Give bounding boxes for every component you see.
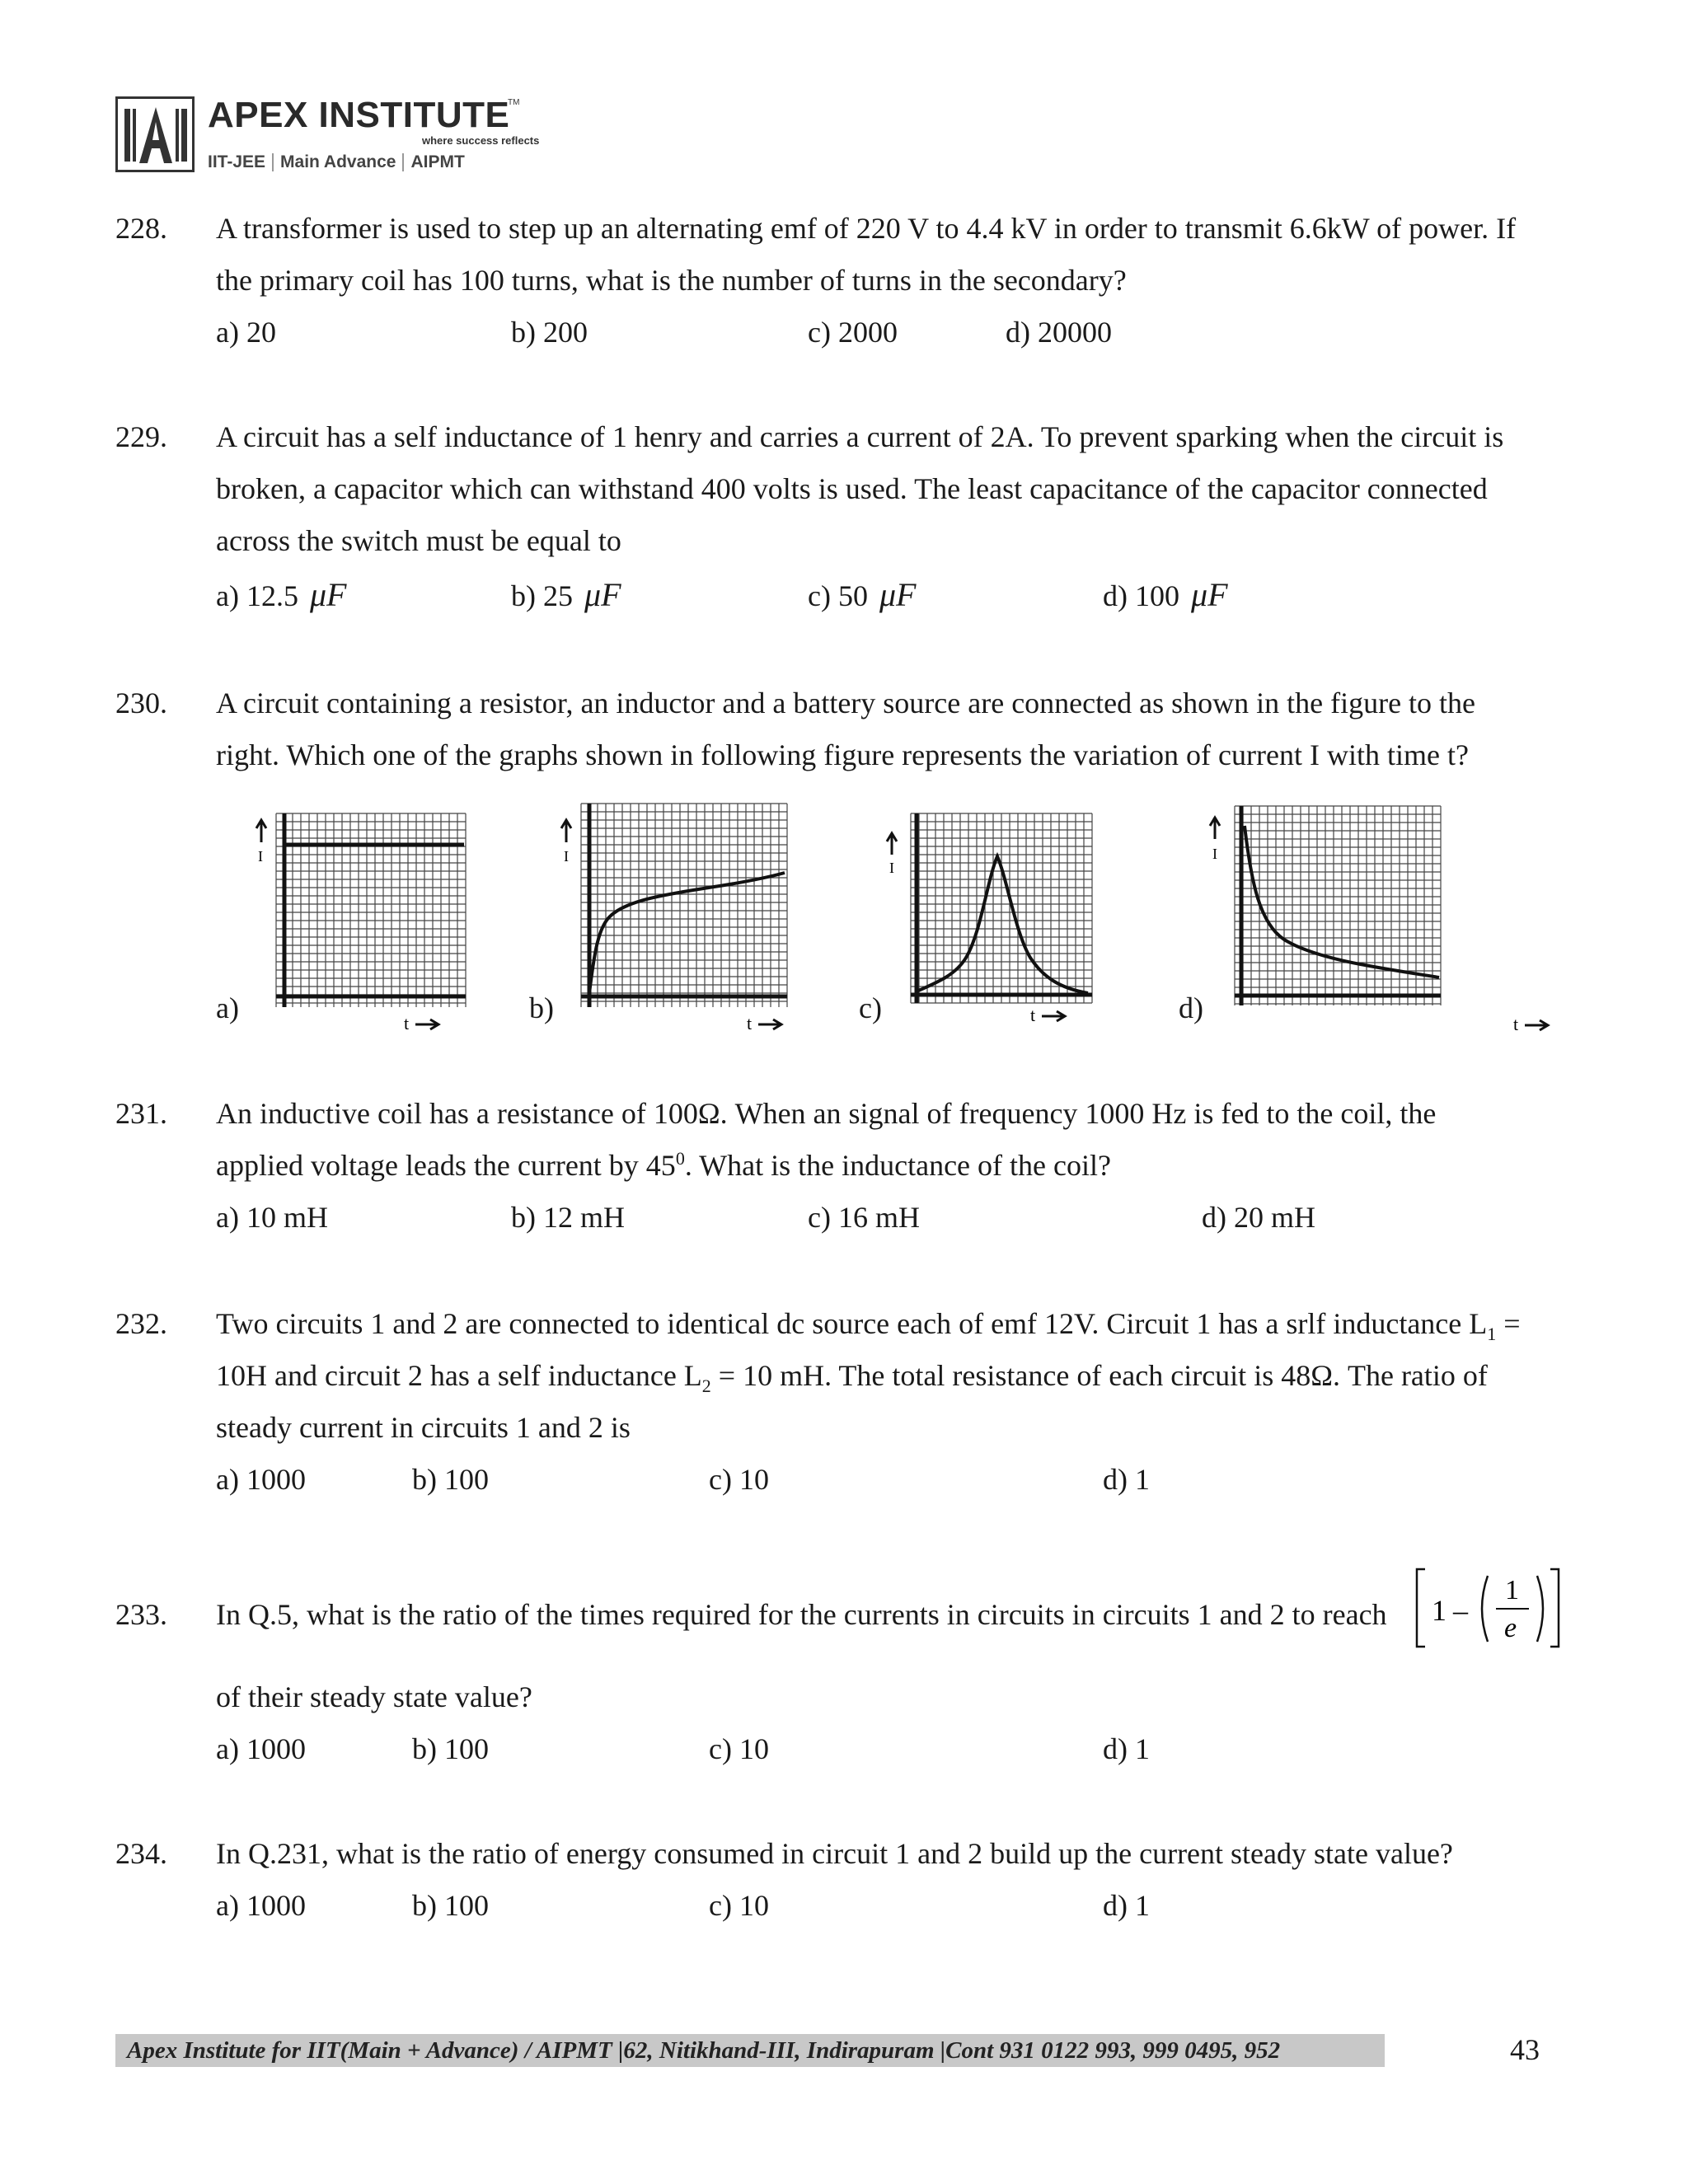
option-a: a) 1000 xyxy=(216,1889,306,1922)
text-segment: . The ratio of xyxy=(1332,1359,1488,1392)
option-a: a) 1000 xyxy=(216,1732,306,1765)
graph-label-a: a) xyxy=(216,991,239,1024)
option-b: b) 100 xyxy=(412,1732,489,1765)
option-b: b) 100 xyxy=(412,1889,489,1922)
text-segment: . When an signal of frequency 1000 Hz is fed to the coil, the xyxy=(720,1097,1437,1130)
course-list xyxy=(208,152,465,172)
option-d xyxy=(1103,575,1228,614)
question-text xyxy=(216,1358,1488,1397)
text-segment: 10H and circuit 2 has a self inductance L xyxy=(216,1359,702,1392)
option-d: d) 20 mH xyxy=(1202,1201,1315,1234)
graph-label-d: d) xyxy=(1179,991,1203,1024)
x-arrow-icon xyxy=(1042,1011,1065,1021)
question-number: 231. xyxy=(115,1097,167,1130)
question-number: 230. xyxy=(115,687,167,719)
fraction-numerator: 1 xyxy=(1505,1575,1519,1605)
option-c: c) 2000 xyxy=(808,316,898,349)
option-value: b) 25 xyxy=(511,579,573,612)
option-value: d) 100 xyxy=(1103,579,1179,612)
y-axis-label: I xyxy=(258,848,263,865)
ohm-symbol: Ω xyxy=(697,1097,720,1130)
graph-label-b: b) xyxy=(529,991,554,1024)
option-b: b) 100 xyxy=(412,1463,489,1496)
option-a: a) 10 mH xyxy=(216,1201,328,1234)
question-text xyxy=(216,1096,1436,1131)
fraction-expression xyxy=(1414,1563,1562,1653)
footer-address-bar: Apex Institute for IIT(Main + Advance) / AIPMT |62, Nitikhand-III, Indirapuram |Cont 931 0122 993, 999 0495, 952 xyxy=(115,2034,1385,2067)
graph-d xyxy=(1193,799,1556,1038)
option-b xyxy=(511,575,621,614)
graph-grid xyxy=(276,813,466,1007)
option-a: a) 1000 xyxy=(216,1463,306,1496)
option-value: a) 12.5 xyxy=(216,579,298,612)
y-arrow-icon xyxy=(887,833,897,855)
option-d: d) 20000 xyxy=(1006,316,1112,349)
option-b: b) 12 mH xyxy=(511,1201,625,1234)
logo-emblem-icon xyxy=(115,96,195,172)
brand-name: APEX INSTITUTE xyxy=(208,95,510,135)
unit-microfarad: μF xyxy=(879,576,917,613)
right-paren xyxy=(1537,1576,1543,1642)
question-number: 233. xyxy=(115,1598,167,1631)
y-arrow-icon xyxy=(561,820,571,842)
right-bracket xyxy=(1550,1569,1559,1647)
option-c: c) 10 xyxy=(709,1732,769,1765)
text-segment: = xyxy=(1496,1307,1521,1340)
option-d: d) 1 xyxy=(1103,1732,1150,1765)
unit-microfarad: μF xyxy=(309,576,347,613)
x-arrow-icon xyxy=(758,1019,781,1029)
course-item: AIPMT xyxy=(410,152,465,171)
question-text: of their steady state value? xyxy=(216,1680,532,1713)
text-segment: = 10 mH. The total resistance of each circuit is 48 xyxy=(710,1359,1311,1392)
y-arrow-icon xyxy=(1210,818,1220,839)
question-230 xyxy=(115,686,1566,1040)
option-d: d) 1 xyxy=(1103,1463,1150,1496)
course-divider xyxy=(272,153,274,171)
question-text xyxy=(216,1306,1521,1345)
fraction-denominator: e xyxy=(1504,1613,1517,1643)
graph-label-c: c) xyxy=(859,991,882,1024)
option-c xyxy=(808,575,916,614)
text-segment: applied voltage leads the current by 45 xyxy=(216,1149,676,1182)
unit-microfarad: μF xyxy=(584,576,621,613)
question-text: across the switch must be equal to xyxy=(216,524,621,557)
option-d: d) 1 xyxy=(1103,1889,1150,1922)
option-c: c) 16 mH xyxy=(808,1201,920,1234)
question-text: the primary coil has 100 turns, what is the number of turns in the secondary? xyxy=(216,264,1127,297)
x-axis-label: t xyxy=(1030,1005,1036,1025)
x-axis-label: t xyxy=(404,1013,410,1033)
graph-b xyxy=(544,797,907,1036)
x-axis-label: t xyxy=(1513,1014,1519,1034)
y-axis-label: I xyxy=(1212,846,1217,862)
option-b: b) 200 xyxy=(511,316,588,349)
question-number: 228. xyxy=(115,212,167,245)
question-number: 232. xyxy=(115,1307,167,1340)
question-text: steady current in circuits 1 and 2 is xyxy=(216,1411,631,1444)
text-segment: Two circuits 1 and 2 are connected to identical dc source each of emf 12V. Circuit 1 has a srlf inductance L xyxy=(216,1307,1488,1340)
trademark-mark: TM xyxy=(508,98,520,107)
question-text: A transformer is used to step up an alternating emf of 220 V to 4.4 kV in order to transmit 6.6kW of power. If xyxy=(216,212,1517,245)
degree-superscript: 0 xyxy=(675,1148,685,1169)
course-item: IIT-JEE xyxy=(208,152,266,171)
course-divider xyxy=(402,153,404,171)
x-arrow-icon xyxy=(415,1019,438,1029)
graph-grid xyxy=(1235,806,1441,1005)
question-text: A circuit containing a resistor, an inductor and a battery source are connected as shown in the figure to the xyxy=(216,687,1476,719)
brand-tagline: where success reflects xyxy=(422,134,540,147)
page-number: 43 xyxy=(1510,2033,1540,2066)
question-text xyxy=(216,1148,1111,1183)
course-item: Main Advance xyxy=(280,152,396,171)
institute-logo xyxy=(115,95,540,177)
y-axis-label: I xyxy=(889,860,894,876)
x-axis-label: t xyxy=(747,1013,753,1033)
option-value: c) 50 xyxy=(808,579,868,612)
ohm-symbol: Ω xyxy=(1311,1359,1333,1392)
option-a: a) 20 xyxy=(216,316,276,349)
expr-minus: – xyxy=(1453,1594,1468,1627)
question-text: A circuit has a self inductance of 1 henry and carries a current of 2A. To prevent sparking when the circuit is xyxy=(216,420,1504,453)
question-text: In Q.231, what is the ratio of energy consumed in circuit 1 and 2 build up the current steady state value? xyxy=(216,1837,1453,1870)
left-bracket xyxy=(1417,1569,1425,1647)
question-text: broken, a capacitor which can withstand 400 volts is used. The least capacitance of the capacitor connected xyxy=(216,472,1488,505)
current-curve xyxy=(917,856,1088,993)
text-segment: . What is the inductance of the coil? xyxy=(684,1149,1111,1182)
subscript: 1 xyxy=(1487,1324,1497,1345)
current-curve xyxy=(589,873,785,993)
y-arrow-icon xyxy=(256,820,266,842)
question-text: In Q.5, what is the ratio of the times required for the currents in circuits in circuits 1 and 2 to reach xyxy=(216,1598,1387,1631)
expr-one: 1 xyxy=(1432,1594,1447,1627)
graph-grid xyxy=(911,813,1092,1003)
unit-microfarad: μF xyxy=(1191,576,1228,613)
question-number: 229. xyxy=(115,420,167,453)
question-number: 234. xyxy=(115,1837,167,1870)
graph-grid xyxy=(581,804,787,1007)
x-arrow-icon xyxy=(1525,1020,1548,1030)
subscript: 2 xyxy=(701,1376,711,1397)
y-axis-label: I xyxy=(564,848,569,865)
question-text: right. Which one of the graphs shown in following figure represents the variation of current I with time t? xyxy=(216,738,1469,771)
option-c: c) 10 xyxy=(709,1889,769,1922)
left-paren xyxy=(1482,1576,1488,1642)
option-a xyxy=(216,575,346,614)
option-c: c) 10 xyxy=(709,1463,769,1496)
text-segment: An inductive coil has a resistance of 100 xyxy=(216,1097,698,1130)
